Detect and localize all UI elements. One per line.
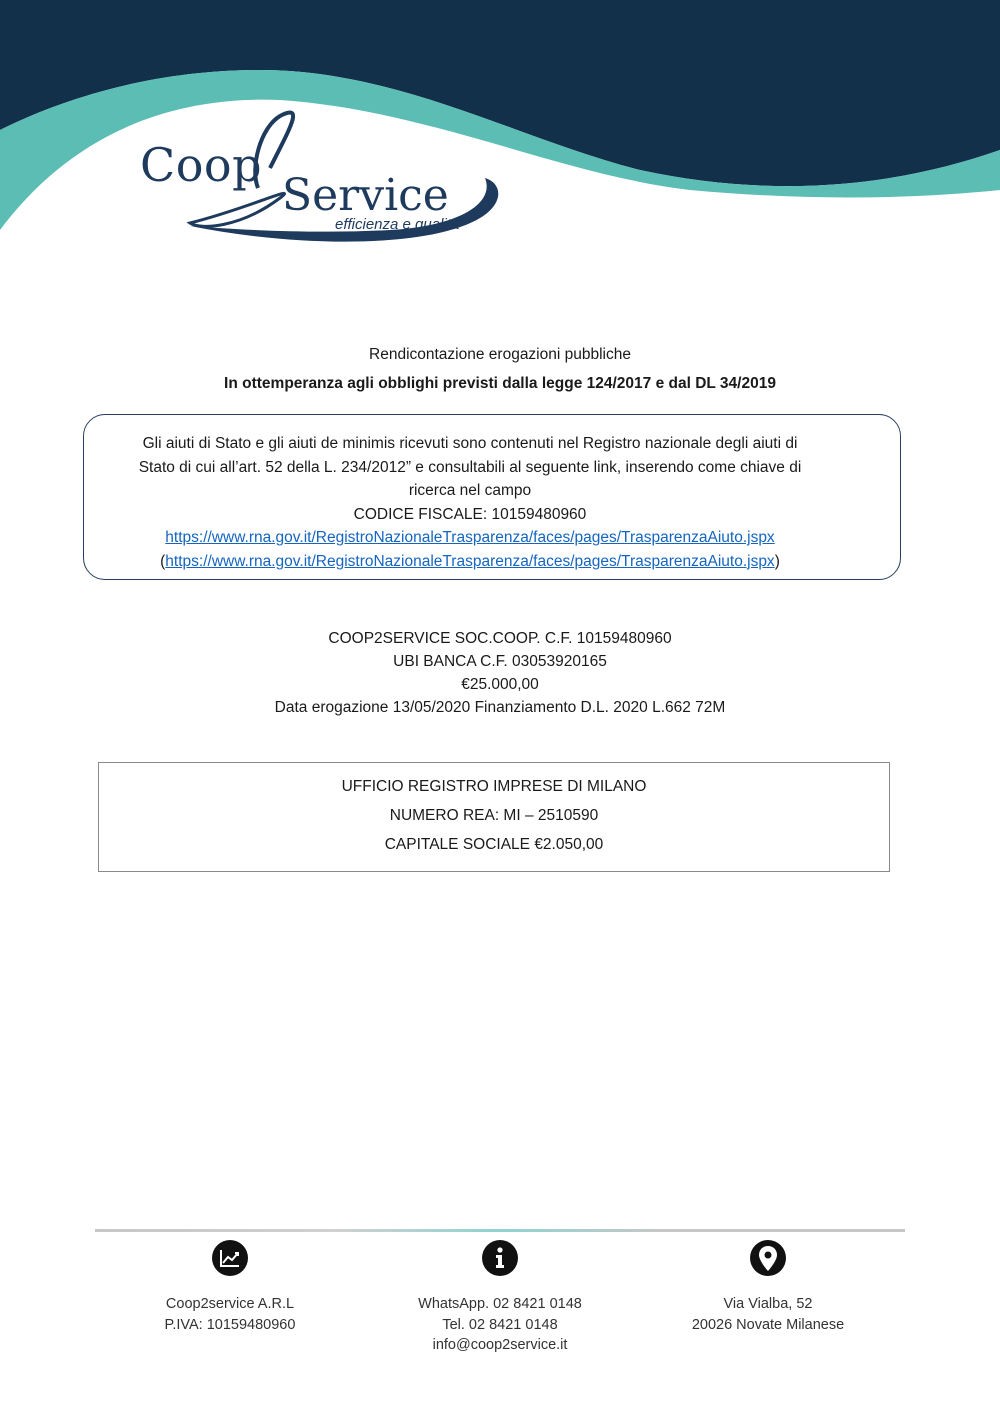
footer-company-name: Coop2service A.R.L: [165, 1296, 295, 1312]
grantor-line: UBI BANCA C.F. 03053920165: [393, 653, 607, 670]
footer-email[interactable]: info@coop2service.it: [432, 1337, 568, 1353]
logo-text-service: Service: [282, 170, 449, 221]
company-logo: [130, 108, 510, 248]
footer-phone: Tel. 02 8421 0148: [442, 1316, 558, 1333]
footer-contact: [370, 1240, 630, 1356]
document-title: Rendicontazione erogazioni pubbliche: [369, 346, 631, 363]
footer-street: Via Vialba, 52: [723, 1296, 813, 1312]
beneficiary-line: COOP2SERVICE SOC.COOP. C.F. 10159480960: [328, 630, 672, 647]
map-pin-icon: [750, 1240, 786, 1276]
rna-notice-line: Stato di cui all’art. 52 della L. 234/2012” e consultabili al seguente link, inserendo come chiave di: [138, 458, 802, 476]
rna-link[interactable]: https://www.rna.gov.it/RegistroNazionaleTrasparenza/faces/pages/TrasparenzaAiuto.jspx: [165, 529, 775, 546]
registry-rea: NUMERO REA: MI – 2510590: [389, 807, 599, 824]
rna-notice-line: ricerca nel campo: [408, 482, 532, 499]
logo-tagline: efficienza e qualità: [335, 216, 460, 233]
registry-capital: CAPITALE SOCIALE €2.050,00: [384, 836, 604, 853]
rna-notice-line: Gli aiuti di Stato e gli aiuti de minimis ricevuti sono contenuti nel Registro nazionale degli aiuti di: [142, 435, 798, 452]
footer-city: 20026 Novate Milanese: [691, 1316, 845, 1333]
footer-address: [638, 1240, 898, 1335]
footer-company: [100, 1240, 360, 1335]
footer-vat: P.IVA: 10159480960: [164, 1316, 296, 1333]
info-icon: [482, 1240, 518, 1276]
registry-office: UFFICIO REGISTRO IMPRESE DI MILANO: [341, 778, 647, 795]
chart-line-icon: [212, 1240, 248, 1276]
close-paren: ): [774, 552, 780, 570]
footer-whatsapp: WhatsApp. 02 8421 0148: [418, 1296, 582, 1312]
open-paren: (: [160, 552, 166, 570]
footer-divider: [95, 1229, 905, 1232]
logo-text-coop: Coop: [140, 138, 263, 192]
document-subtitle: In ottemperanza agli obblighi previsti dalla legge 124/2017 e dal DL 34/2019: [224, 375, 776, 392]
amount-line: €25.000,00: [461, 676, 539, 693]
codice-fiscale-line: CODICE FISCALE: 10159480960: [353, 505, 587, 523]
registry-box: [98, 762, 890, 872]
rna-link-parenthesized[interactable]: https://www.rna.gov.it/RegistroNazionaleTrasparenza/faces/pages/TrasparenzaAiuto.jspx: [165, 552, 775, 570]
disbursement-info: [0, 627, 1000, 719]
rna-notice-text: [0, 432, 940, 573]
details-line: Data erogazione 13/05/2020 Finanziamento D.L. 2020 L.662 72M: [274, 699, 726, 716]
